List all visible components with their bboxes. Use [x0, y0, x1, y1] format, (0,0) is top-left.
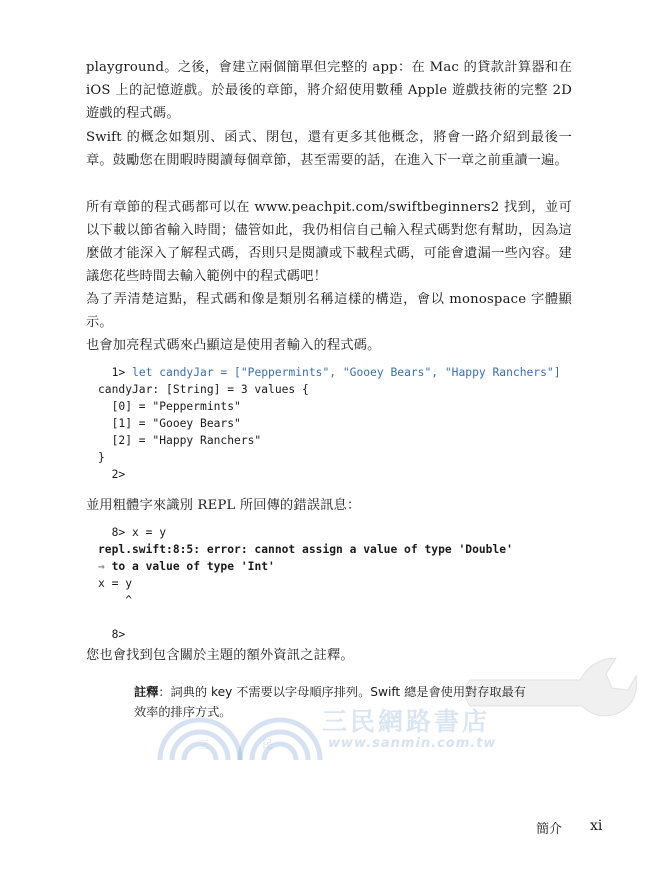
code-line: ^ — [98, 594, 133, 607]
paragraph-6: 並用粗體字來識別 REPL 所回傳的錯誤訊息： — [86, 498, 361, 513]
code-block-repl-error — [98, 524, 513, 643]
watermark-url: www.sanmin.com.tw — [328, 736, 497, 751]
note-label: 註釋 — [134, 685, 159, 699]
code-block-repl-input — [98, 364, 561, 483]
code-line — [98, 609, 513, 626]
code-line: } — [98, 451, 105, 464]
user-input-code: let candyJar = ["Peppermints", "Gooey Bears", "Happy Ranchers"] — [132, 366, 561, 379]
watermark-char: 三 — [198, 738, 209, 751]
paragraph-5: 也會加亮程式碼來凸顯這是使用者輸入的程式碼。 — [86, 338, 381, 353]
code-line: 8> x = y — [98, 526, 167, 539]
note-text: ：詞典的 key 不需要以字母順序排列。Swift 總是會使用對存取最有效率的排序方式。 — [134, 685, 526, 719]
paragraph-2: Swift 的概念如類別、函式、閉包，還有更多其他概念，將會一路介紹到最後一章。鼓勵您在閒暇時閱讀每個章節，甚至需要的話，在進入下一章之前重讀一遍。 — [86, 130, 572, 168]
footer-page-number: xi — [590, 818, 603, 834]
watermark-char: 民 — [262, 738, 273, 751]
code-line: [2] = "Happy Ranchers" — [98, 434, 262, 447]
code-line: [1] = "Gooey Bears" — [98, 417, 241, 430]
error-line-continued: → to a value of type 'Int' — [98, 560, 275, 573]
paragraph-1: playground。之後，會建立兩個簡單但完整的 app：在 Mac 的貸款計算器和在 iOS 上的記憶遊戲。於最後的章節，將介紹使用數種 Apple 遊戲技術的完整 2D 遊戲的程式碼。 — [86, 60, 572, 121]
code-line: 2> — [98, 468, 126, 481]
repl-prompt: 1> — [98, 366, 133, 379]
code-line: 8> — [98, 628, 126, 641]
error-line: repl.swift:8:5: error: cannot assign a value of type 'Double' — [98, 543, 513, 556]
paragraph-3: 所有章節的程式碼都可以在 www.peachpit.com/swiftbeginners2 找到，並可以下載以節省輸入時間；儘管如此，我仍相信自己輸入程式碼對您有幫助，因為這麼做才能深入了解程式碼，否則只是閱讀或下載程式碼，可能會遺漏一些內容。建議您花些時間去輸入範例中的程式碼吧！ — [86, 200, 572, 284]
footer-section-title: 簡介 — [536, 822, 563, 837]
watermark-name: 三民網路書店 — [322, 707, 491, 736]
paragraph-7: 您也會找到包含關於主題的額外資訊之註釋。 — [86, 648, 354, 663]
code-line: candyJar: [String] = 3 values { — [98, 383, 309, 396]
paragraph-4: 為了弄清楚這點，程式碼和像是類別名稱這樣的構造，會以 monospace 字體顯示。 — [86, 292, 572, 330]
continuation-arrow-icon: → — [98, 560, 105, 573]
code-line — [98, 364, 561, 381]
note-box — [134, 682, 534, 722]
code-line: [0] = "Peppermints" — [98, 400, 241, 413]
code-line: x = y — [98, 577, 133, 590]
